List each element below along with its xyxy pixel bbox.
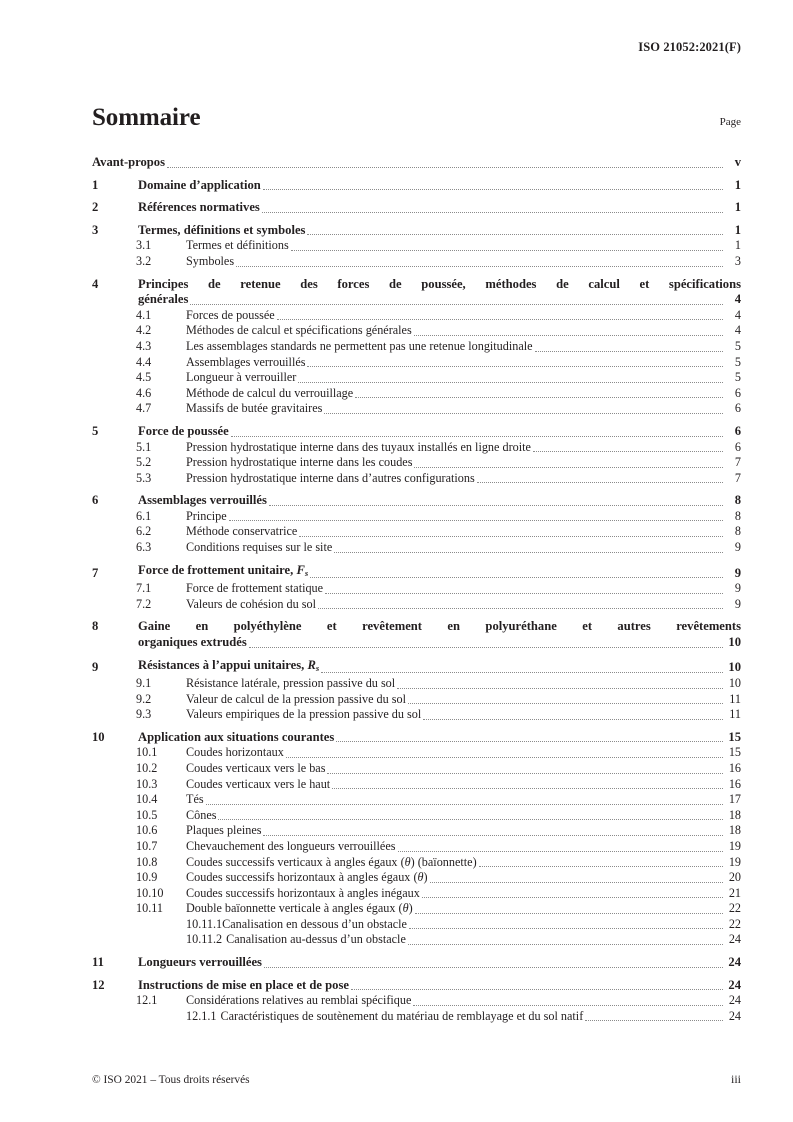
- toc-entry[interactable]: [92, 440, 741, 456]
- toc-entry-page: 9: [734, 540, 741, 555]
- toc-entry-page: 24: [728, 977, 741, 992]
- toc-entry-title: Tés: [186, 792, 204, 807]
- table-of-contents: [92, 155, 741, 1024]
- toc-entry-title: Pression hydrostatique interne dans d’autres configurations: [186, 470, 475, 485]
- toc-entry-number: 6.3: [136, 540, 152, 555]
- toc-entry[interactable]: [92, 658, 741, 676]
- toc-entry-number: 10.11: [136, 901, 163, 916]
- toc-entry[interactable]: [92, 955, 741, 971]
- toc-entry-number: 10.6: [136, 823, 158, 838]
- document-reference-header: ISO 21052:2021(F): [638, 40, 741, 54]
- toc-entry-title: Les assemblages standards ne permettent pas une retenue longitudinale: [186, 338, 533, 353]
- leader-dots: [307, 365, 723, 367]
- toc-entry-title: Caractéristiques de soutènement du matériau de remblayage et du sol natif: [220, 1008, 584, 1023]
- toc-entry[interactable]: [92, 978, 741, 994]
- toc-entry[interactable]: [92, 808, 741, 824]
- toc-entry[interactable]: [92, 223, 741, 239]
- toc-entry-number: 10.5: [136, 807, 158, 822]
- toc-entry[interactable]: [92, 676, 741, 692]
- leader-dots: [269, 504, 723, 506]
- toc-entry[interactable]: [92, 386, 741, 402]
- toc-entry[interactable]: [92, 339, 741, 355]
- toc-entry-title: Longueurs verrouillées: [138, 955, 262, 970]
- toc-entry-number: 7: [92, 565, 99, 580]
- toc-entry[interactable]: [92, 563, 741, 581]
- toc-entry-title: Coudes successifs verticaux à angles égaux (θ) (baïonnette): [186, 854, 477, 869]
- toc-entry[interactable]: [92, 855, 741, 871]
- leader-dots: [231, 435, 723, 437]
- toc-entry[interactable]: [92, 917, 741, 933]
- toc-entry-title: Termes, définitions et symboles: [138, 222, 306, 237]
- theta-symbol: θ: [402, 901, 409, 916]
- leader-dots: [355, 396, 723, 398]
- toc-entry-page: 1: [734, 222, 741, 237]
- toc-entry-number: 6.2: [136, 524, 152, 539]
- toc-entry-number: 10: [92, 729, 105, 744]
- toc-entry-title: Coudes verticaux vers le haut: [186, 776, 331, 791]
- toc-entry-number: 10.11.2: [186, 932, 223, 947]
- toc-entry-page: 4: [734, 307, 741, 322]
- toc-entry-title: Longueur à verrouiller: [186, 370, 297, 385]
- toc-entry-title: Coudes successifs horizontaux à angles égaux (θ): [186, 870, 428, 885]
- toc-entry[interactable]: [92, 355, 741, 371]
- toc-entry[interactable]: [92, 597, 741, 613]
- toc-entry-page: 9: [734, 565, 741, 580]
- toc-entry-page: 8: [734, 508, 741, 523]
- toc-entry-title: Pression hydrostatique interne dans des tuyaux installés en ligne droite: [186, 439, 531, 454]
- toc-entry-page: 4: [734, 292, 741, 307]
- toc-entry[interactable]: [92, 323, 741, 339]
- toc-entry-number: 12: [92, 977, 105, 992]
- leader-dots: [324, 412, 723, 414]
- toc-entry-number: 10.7: [136, 838, 158, 853]
- toc-entry[interactable]: [92, 993, 741, 1009]
- toc-entry-title: Valeurs de cohésion du sol: [186, 596, 316, 611]
- toc-entry-number: 12.1.1: [186, 1008, 217, 1023]
- toc-entry-title: Valeur de calcul de la pression passive du sol: [186, 691, 406, 706]
- leader-dots: [430, 881, 723, 883]
- toc-entry[interactable]: [92, 471, 741, 487]
- toc-entry-number: 5.3: [136, 470, 152, 485]
- toc-entry-page: 17: [728, 792, 741, 807]
- toc-entry-title: Cônes: [186, 807, 217, 822]
- toc-entry-page: v: [734, 155, 741, 169]
- toc-entry[interactable]: [92, 308, 741, 324]
- toc-entry-number: 10.11.1: [186, 916, 223, 931]
- toc-entry[interactable]: [92, 707, 741, 723]
- toc-entry-page: 1: [734, 238, 741, 253]
- leader-dots: [262, 211, 723, 213]
- leader-dots: [291, 249, 723, 251]
- toc-entry-page: 22: [728, 916, 741, 931]
- leader-dots: [413, 1004, 723, 1006]
- toc-entry[interactable]: [92, 692, 741, 708]
- toc-entry-page: 6: [734, 439, 741, 454]
- toc-entry-page: 1: [734, 200, 741, 215]
- leader-dots: [415, 912, 723, 914]
- toc-entry-title: Conditions requises sur le site: [186, 540, 333, 555]
- toc-entry[interactable]: [92, 401, 741, 417]
- leader-dots: [249, 646, 723, 648]
- leader-dots: [277, 318, 723, 320]
- toc-entry[interactable]: [92, 839, 741, 855]
- toc-entry-number: 10.1: [136, 745, 158, 760]
- toc-entry-title: Méthode conservatrice: [186, 524, 298, 539]
- toc-entry[interactable]: [92, 370, 741, 386]
- toc-entry[interactable]: [92, 254, 741, 270]
- toc-entry[interactable]: [92, 178, 741, 194]
- toc-entry-title: Valeurs empiriques de la pression passive du sol: [186, 707, 422, 722]
- toc-entry-page: 16: [728, 776, 741, 791]
- toc-entry-page: 24: [728, 955, 741, 970]
- toc-entry-page: 4: [734, 323, 741, 338]
- toc-entry-page: 9: [734, 596, 741, 611]
- toc-entry[interactable]: [92, 524, 741, 540]
- toc-entry-number: 9.1: [136, 675, 152, 690]
- theta-symbol: θ: [417, 870, 424, 885]
- toc-entry-title: Méthodes de calcul et spécifications générales: [186, 323, 412, 338]
- toc-entry-number: 5.2: [136, 455, 152, 470]
- leader-dots: [336, 740, 723, 742]
- toc-entry[interactable]: [92, 886, 741, 902]
- leader-dots: [190, 303, 723, 305]
- toc-entry-number: 9: [92, 660, 99, 675]
- toc-entry-page: 3: [734, 253, 741, 268]
- leader-dots: [408, 943, 723, 945]
- toc-entry-number: 4.4: [136, 354, 152, 369]
- toc-entry-title: Force de frottement statique: [186, 581, 324, 596]
- toc-entry-page: 19: [728, 854, 741, 869]
- toc-entry-page: 18: [728, 823, 741, 838]
- toc-entry-number: 11: [92, 955, 104, 970]
- toc-entry-number: 7.1: [136, 581, 152, 596]
- toc-entry-number: 5: [92, 423, 99, 438]
- toc-entry-number: 3.2: [136, 253, 152, 268]
- toc-entry-page: 21: [728, 885, 741, 900]
- leader-dots: [397, 687, 723, 689]
- toc-entry-title: Plaques pleines: [186, 823, 262, 838]
- toc-entry-number: 3: [92, 222, 99, 237]
- toc-entry-number: 2: [92, 200, 99, 215]
- toc-entry-number: 4.6: [136, 385, 152, 400]
- leader-dots: [585, 1019, 723, 1021]
- leader-dots: [298, 381, 723, 383]
- toc-entry[interactable]: [92, 745, 741, 761]
- toc-entry-title: Massifs de butée gravitaires: [186, 401, 323, 416]
- toc-entry-number: 4: [92, 276, 99, 291]
- toc-entry-number: 12.1: [136, 993, 158, 1008]
- toc-entry-page: 8: [734, 493, 741, 508]
- toc-entry-page: 10: [728, 634, 741, 649]
- leader-dots: [351, 988, 723, 990]
- toc-entry-page: 10: [728, 660, 741, 675]
- toc-entry-number: 4.5: [136, 370, 152, 385]
- leader-dots: [321, 671, 723, 673]
- toc-entry-page: 9: [734, 581, 741, 596]
- toc-entry-title: Pression hydrostatique interne dans les coudes: [186, 455, 413, 470]
- toc-entry-title: Chevauchement des longueurs verrouillées: [186, 838, 396, 853]
- toc-entry-title: Gaine en polyéthylène et revêtement en polyuréthane et autres revêtements: [138, 619, 741, 634]
- leader-dots: [264, 966, 723, 968]
- leader-dots: [307, 233, 723, 235]
- leader-dots: [535, 350, 723, 352]
- toc-entry-page: 6: [734, 385, 741, 400]
- toc-entry[interactable]: [92, 619, 741, 650]
- toc-entry-number: 4.1: [136, 307, 152, 322]
- toc-entry-number: 10.9: [136, 870, 158, 885]
- toc-entry-title: Forces de poussée: [186, 307, 275, 322]
- toc-entry[interactable]: [92, 777, 741, 793]
- leader-dots: [533, 450, 723, 452]
- toc-entry[interactable]: [92, 901, 741, 917]
- copyright-notice: © ISO 2021 – Tous droits réservés: [92, 1074, 250, 1086]
- toc-entry-number: 10.3: [136, 776, 158, 791]
- toc-entry-title: Coudes successifs horizontaux à angles inégaux: [186, 885, 420, 900]
- toc-entry-number: 10.10: [136, 885, 164, 900]
- title-row: [92, 104, 741, 132]
- toc-entry[interactable]: [92, 823, 741, 839]
- toc-entry[interactable]: [92, 792, 741, 808]
- toc-entry-number: 9.3: [136, 707, 152, 722]
- leader-dots: [477, 481, 723, 483]
- toc-entry-page: 24: [728, 932, 741, 947]
- page-footer: [92, 1072, 741, 1087]
- toc-entry-title: Références normatives: [138, 200, 260, 215]
- toc-entry-number: 10.8: [136, 854, 158, 869]
- toc-entry-page: 15: [728, 729, 741, 744]
- leader-dots: [206, 803, 723, 805]
- toc-entry-page: 24: [728, 1008, 741, 1023]
- toc-entry[interactable]: [92, 870, 741, 886]
- leader-dots: [263, 188, 723, 190]
- leader-dots: [423, 718, 723, 720]
- leader-dots: [334, 551, 723, 553]
- leader-dots: [218, 818, 723, 820]
- toc-entry-title: Principes de retenue des forces de poussée, méthodes de calcul et spécifications: [138, 276, 741, 291]
- toc-entry-title: Coudes verticaux vers le bas: [186, 760, 326, 775]
- leader-dots: [286, 756, 723, 758]
- leader-dots: [310, 576, 723, 578]
- toc-entry-title: Coudes horizontaux: [186, 745, 284, 760]
- toc-entry-page: 19: [728, 838, 741, 853]
- theta-symbol: θ: [404, 854, 411, 869]
- toc-entry-number: 8: [92, 619, 99, 634]
- toc-entry-title: Considérations relatives au remblai spécifique: [186, 993, 412, 1008]
- toc-entry-title: Assemblages verrouillés: [186, 354, 306, 369]
- toc-entry[interactable]: [92, 730, 741, 746]
- toc-entry[interactable]: [92, 155, 741, 171]
- toc-entry-number: 4.7: [136, 401, 152, 416]
- leader-dots: [299, 535, 723, 537]
- page-column-label: Page: [719, 116, 741, 128]
- toc-entry-title: Assemblages verrouillés: [138, 493, 267, 508]
- toc-entry-page: 11: [729, 707, 741, 722]
- toc-entry[interactable]: [92, 424, 741, 440]
- leader-dots: [414, 466, 723, 468]
- toc-entry-page: 15: [728, 745, 741, 760]
- toc-entry-title: Méthode de calcul du verrouillage: [186, 385, 354, 400]
- toc-entry-title: Canalisation au-dessus d’un obstacle: [226, 932, 406, 947]
- toc-entry-title: Force de poussée: [138, 423, 229, 438]
- toc-entry[interactable]: [92, 238, 741, 254]
- toc-entry[interactable]: [92, 540, 741, 556]
- toc-entry[interactable]: [92, 277, 741, 308]
- toc-entry-number: 3.1: [136, 238, 152, 253]
- leader-dots: [236, 265, 723, 267]
- toc-entry-title-continued: générales: [138, 292, 189, 307]
- leader-dots: [229, 519, 723, 521]
- toc-entry-number: 6.1: [136, 508, 152, 523]
- toc-entry-number: 6: [92, 493, 99, 508]
- leader-dots: [398, 850, 724, 852]
- toc-entry-page: 10: [728, 675, 741, 690]
- symbol-variable: $R_s$: [307, 657, 320, 673]
- toc-entry-page: 11: [729, 691, 741, 706]
- toc-entry-page: 5: [734, 354, 741, 369]
- toc-entry-page: 24: [728, 993, 741, 1008]
- toc-entry-number: 4.3: [136, 338, 152, 353]
- toc-entry-title: Résistance latérale, pression passive du sol: [186, 675, 396, 690]
- leader-dots: [325, 592, 723, 594]
- leader-dots: [479, 865, 723, 867]
- toc-entry-title: Force de frottement unitaire, $F_s$: [138, 562, 309, 578]
- toc-entry-page: 8: [734, 524, 741, 539]
- toc-entry[interactable]: [92, 1009, 741, 1025]
- leader-dots: [167, 166, 723, 168]
- toc-entry-number: 5.1: [136, 439, 152, 454]
- page-number: iii: [730, 1072, 741, 1086]
- toc-entry-title: Avant-propos: [92, 155, 166, 169]
- toc-entry-page: 18: [728, 807, 741, 822]
- toc-entry-title: Instructions de mise en place et de pose: [138, 977, 349, 992]
- leader-dots: [318, 607, 723, 609]
- symbol-variable: $F_s$: [296, 562, 309, 578]
- toc-entry-number: 10.2: [136, 760, 158, 775]
- toc-entry-number: 4.2: [136, 323, 152, 338]
- toc-entry-title: Termes et définitions: [186, 238, 289, 253]
- toc-entry-title: Principe: [186, 508, 227, 523]
- leader-dots: [422, 896, 723, 898]
- toc-entry-page: 5: [734, 370, 741, 385]
- leader-dots: [409, 927, 723, 929]
- toc-entry-page: 1: [734, 177, 741, 192]
- toc-entry-page: 6: [734, 401, 741, 416]
- toc-entry-page: 7: [734, 455, 741, 470]
- leader-dots: [414, 334, 723, 336]
- toc-entry-title: Application aux situations courantes: [138, 729, 335, 744]
- toc-entry-page: 16: [728, 760, 741, 775]
- toc-entry-page: 20: [728, 870, 741, 885]
- toc-entry-title: Symboles: [186, 253, 235, 268]
- toc-entry[interactable]: [92, 200, 741, 216]
- toc-entry-number: 7.2: [136, 596, 152, 611]
- toc-entry[interactable]: [92, 581, 741, 597]
- toc-entry-number: 9.2: [136, 691, 152, 706]
- toc-entry-title: Double baïonnette verticale à angles égaux (θ): [186, 901, 413, 916]
- toc-entry-number: 1: [92, 177, 99, 192]
- toc-entry-number: 10.4: [136, 792, 158, 807]
- toc-entry[interactable]: [92, 761, 741, 777]
- toc-entry-title: Canalisation en dessous d’un obstacle: [222, 916, 407, 931]
- leader-dots: [263, 834, 723, 836]
- toc-entry-title: Résistances à l’appui unitaires, $R_s$: [138, 657, 320, 673]
- toc-entry-title-continued: organiques extrudés: [138, 634, 247, 649]
- toc-entry[interactable]: [92, 509, 741, 525]
- leader-dots: [327, 772, 723, 774]
- toc-entry-page: 22: [728, 901, 741, 916]
- leader-dots: [332, 787, 723, 789]
- toc-entry[interactable]: [92, 493, 741, 509]
- leader-dots: [408, 702, 723, 704]
- toc-entry-page: 7: [734, 470, 741, 485]
- toc-entry-title: Domaine d’application: [138, 177, 261, 192]
- toc-entry[interactable]: [92, 455, 741, 471]
- page-title: Sommaire: [92, 104, 201, 131]
- toc-entry-page: 5: [734, 338, 741, 353]
- toc-entry[interactable]: [92, 932, 741, 948]
- toc-entry-page: 6: [734, 423, 741, 438]
